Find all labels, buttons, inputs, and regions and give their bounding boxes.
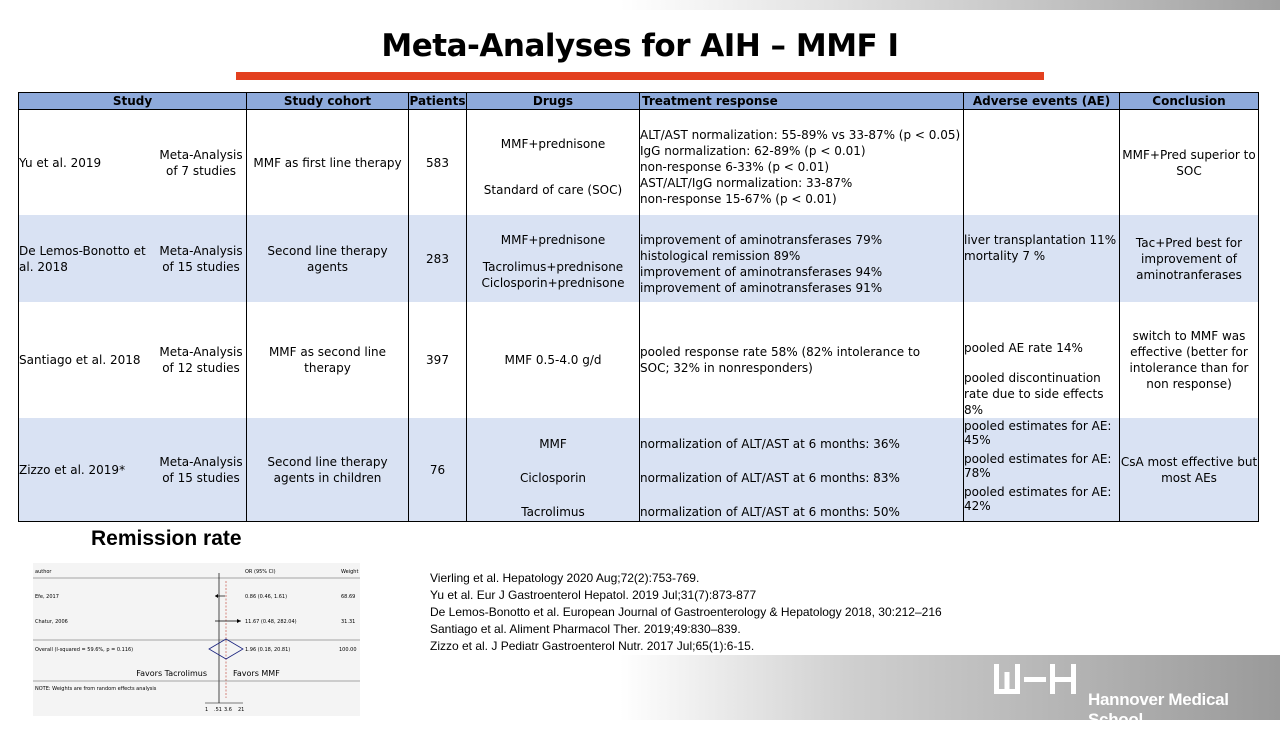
slide-title: Meta-Analyses for AIH – MMF I (381, 28, 899, 64)
study-cohort: Second line therapy agents in children (247, 418, 409, 522)
study-meta: Meta-Analysis of 15 studies (159, 243, 243, 274)
response-item: normalization of ALT/AST at 6 months: 83% (640, 471, 900, 485)
response-cell (640, 215, 964, 302)
header-cohort: Study cohort (247, 93, 409, 110)
forest-row-weight: 68.69 (341, 594, 356, 600)
ae-item: pooled estimates for AE: 45% (964, 419, 1112, 447)
drug-item: Ciclosporin+prednisone (481, 276, 625, 290)
conclusion-cell: MMF+Pred superior to SOC (1120, 110, 1259, 216)
reference-item: De Lemos-Bonotto et al. European Journal of Gastroenterology & Hepatology 2018, 30:212–216 (430, 605, 942, 619)
drug-item: Tacrolimus (521, 505, 585, 519)
drug-item: MMF 0.5-4.0 g/d (504, 353, 602, 367)
response-item: ALT/AST normalization: 55-89% vs 33-87% (p < 0.05) (640, 128, 961, 142)
study-cohort: MMF as second line therapy (247, 302, 409, 418)
study-meta: Meta-Analysis of 12 studies (159, 345, 243, 375)
table-header-row (19, 93, 1259, 110)
forest-row-or: 11.67 (0.48, 282.04) (245, 619, 297, 625)
study-name: De Lemos-Bonotto et al. 2018 (19, 243, 146, 274)
response-item: non-response 6-33% (p < 0.01) (640, 160, 830, 174)
ae-cell (964, 418, 1120, 522)
conclusion-cell: CsA most effective but most AEs (1120, 418, 1259, 522)
response-item: histological remission 89% (640, 249, 801, 263)
reference-item: Vierling et al. Hepatology 2020 Aug;72(2):753-769. (430, 571, 700, 585)
forest-plot (33, 563, 360, 716)
response-cell (640, 110, 964, 216)
study-name: Zizzo et al. 2019* (19, 462, 126, 477)
header-ae: Adverse events (AE) (964, 93, 1120, 110)
ae-item: pooled AE rate 14% (964, 341, 1083, 355)
forest-note: NOTE: Weights are from random effects analysis (35, 686, 157, 692)
school-name: Hannover Medical School (1088, 690, 1229, 729)
mhh-logo-icon (992, 664, 1078, 698)
forest-row-author: Chatur, 2006 (35, 619, 68, 625)
header-response: Treatment response (640, 93, 964, 110)
table-row (19, 302, 1259, 418)
response-item: improvement of aminotransferases 91% (640, 281, 883, 295)
table-row (19, 110, 1259, 216)
drug-item: MMF+prednisone (500, 137, 606, 151)
forest-row-author: Efe, 2017 (35, 594, 59, 600)
title-underline (236, 72, 1044, 80)
remission-rate-label: Remission rate (91, 527, 242, 550)
response-item: normalization of ALT/AST at 6 months: 36% (640, 437, 900, 451)
ae-item: mortality 7 % (964, 249, 1046, 263)
conclusion-cell: Tac+Pred best for improvement of aminotranferases (1120, 215, 1259, 302)
forest-tick: 21 (238, 707, 245, 713)
forest-tick: 1 (205, 707, 209, 713)
ae-item: liver transplantation 11% (964, 233, 1117, 247)
response-item: IgG normalization: 62-89% (p < 0.01) (640, 144, 866, 158)
drugs-cell (467, 110, 640, 216)
study-name: Yu et al. 2019 (19, 155, 102, 170)
patients-count: 583 (409, 110, 467, 216)
forest-overall-author: Overall (I-squared = 59.6%, p = 0.116) (35, 647, 134, 653)
response-item: non-response 15-67% (p < 0.01) (640, 192, 837, 206)
header-study: Study (19, 93, 247, 110)
ae-item: pooled estimates for AE: 78% (964, 452, 1112, 480)
drug-item: MMF+prednisone (500, 233, 606, 247)
drugs-cell (467, 418, 640, 522)
study-cohort: Second line therapy agents (247, 215, 409, 302)
table-row (19, 418, 1259, 522)
study-name: Santiago et al. 2018 (19, 353, 141, 367)
response-item: pooled response rate 58% (82% intolerance to SOC; 32% in nonresponders) (640, 345, 921, 375)
forest-row-marker (215, 594, 218, 598)
patients-count: 283 (409, 215, 467, 302)
study-meta: Meta-Analysis of 7 studies (159, 147, 243, 178)
drug-item: Standard of care (SOC) (483, 183, 623, 197)
reference-item: Santiago et al. Aliment Pharmacol Ther. 2019;49:830–839. (430, 622, 741, 636)
patients-count: 397 (409, 302, 467, 418)
forest-header-author: author (35, 569, 52, 575)
drugs-cell (467, 215, 640, 302)
forest-header-weight: Weight (341, 569, 359, 575)
reference-item: Zizzo et al. J Pediatr Gastroenterol Nutr. 2017 Jul;65(1):6-15. (430, 639, 755, 653)
favors-mmf-label: Favors MMF (233, 669, 280, 678)
conclusion-cell: switch to MMF was effective (better for intolerance than for non response) (1120, 302, 1259, 418)
study-cohort: MMF as first line therapy (247, 110, 409, 216)
patients-count: 76 (409, 418, 467, 522)
top-gradient-bar (620, 0, 1280, 10)
ae-cell (964, 215, 1120, 302)
forest-row-or: 0.86 (0.46, 1.61) (245, 594, 288, 600)
header-patients: Patients (409, 94, 466, 108)
forest-overall-or: 1.96 (0.18, 20.81) (245, 647, 291, 653)
reference-item: Yu et al. Eur J Gastroenterol Hepatol. 2019 Jul;31(7):873-877 (430, 588, 757, 602)
forest-tick: 3.6 (224, 707, 232, 713)
response-item: AST/ALT/IgG normalization: 33-87% (640, 176, 853, 190)
forest-header-or: OR (95% CI) (245, 569, 276, 575)
ae-item: pooled discontinuation rate due to side effects 8% (964, 371, 1104, 417)
forest-overall-weight: 100.00 (339, 647, 357, 653)
meta-analysis-table (18, 92, 1259, 522)
references (430, 570, 942, 655)
drug-item: Ciclosporin (519, 471, 587, 485)
response-item: improvement of aminotransferases 94% (640, 265, 883, 279)
drug-item: MMF (539, 437, 567, 451)
ae-item: pooled estimates for AE: 42% (964, 485, 1112, 513)
table-row (19, 215, 1259, 302)
study-meta: Meta-Analysis of 15 studies (159, 454, 243, 485)
response-item: improvement of aminotransferases 79% (640, 233, 883, 247)
header-drugs: Drugs (467, 93, 640, 110)
ae-cell (964, 110, 1120, 216)
forest-row-marker (237, 619, 241, 623)
header-conclusion: Conclusion (1120, 93, 1259, 110)
response-cell (640, 302, 964, 418)
response-item: normalization of ALT/AST at 6 months: 50% (640, 505, 900, 519)
forest-row-weight: 31.31 (341, 619, 356, 625)
drugs-cell (467, 302, 640, 418)
favors-tacrolimus-label: Favors Tacrolimus (136, 669, 207, 678)
ae-cell (964, 302, 1120, 418)
forest-tick: .51 (214, 707, 222, 713)
response-cell (640, 418, 964, 522)
drug-item: Tacrolimus+prednisone (482, 260, 624, 274)
